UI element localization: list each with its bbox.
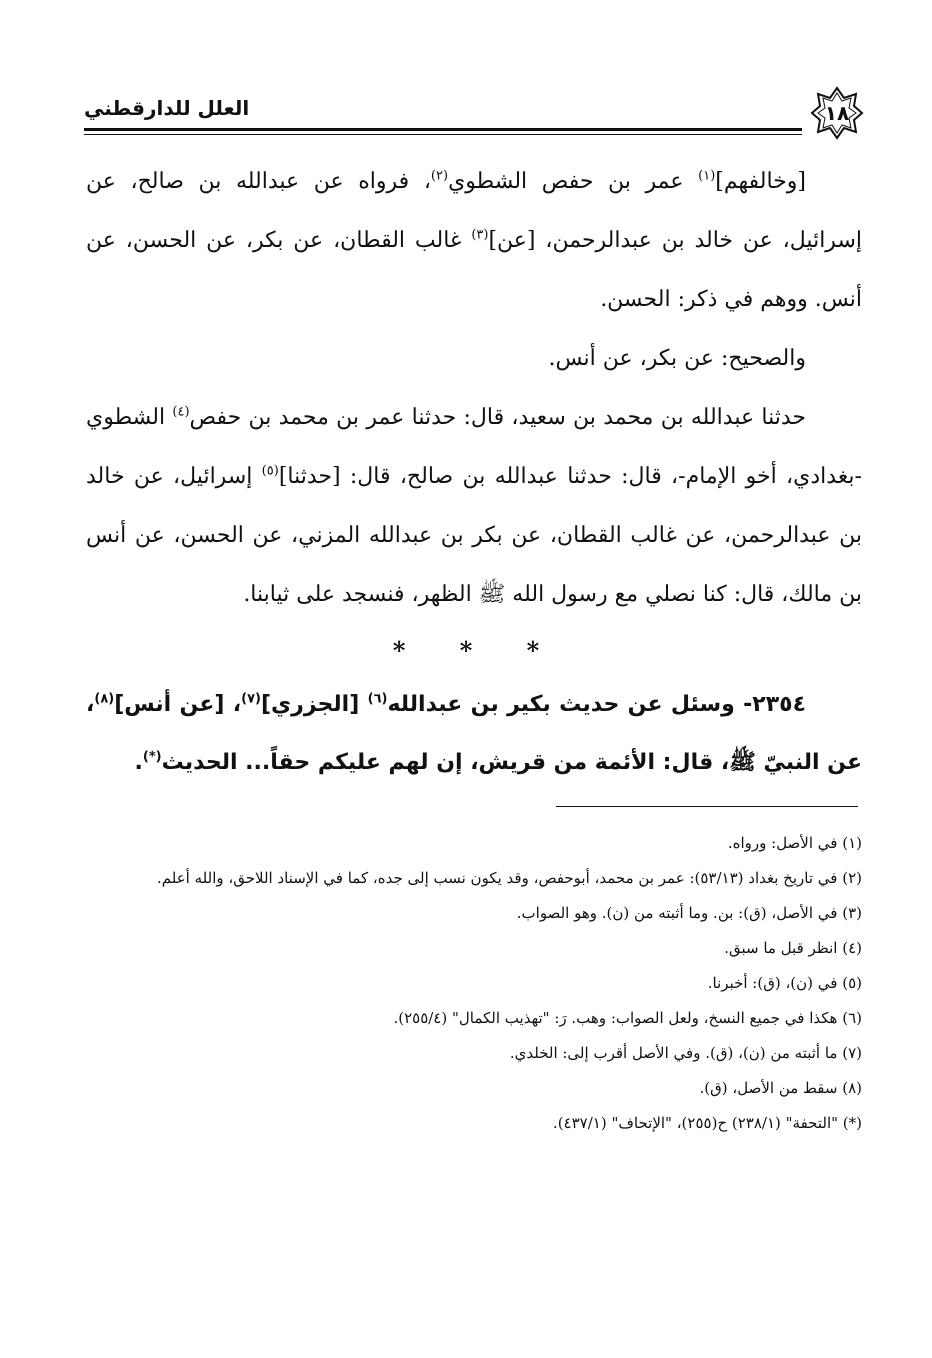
text-span: عمر بن حفص الشطوي bbox=[448, 169, 699, 194]
footnote-4: (٤) انظر قبل ما سبق. bbox=[724, 939, 862, 957]
text-span: الشطوي -بغدادي، أخو الإمام-، قال: حدثنا عبدالله بن صالح، قال: [حدثنا] bbox=[86, 405, 862, 489]
paragraph-2: والصحيح: عن بكر، عن أنس. bbox=[548, 346, 806, 371]
footnote-1: (١) في الأصل: ورواه. bbox=[727, 834, 862, 852]
paragraph-3 bbox=[86, 388, 862, 624]
footnote-ref: (٧) bbox=[241, 691, 261, 707]
footnote-5: (٥) في (ن)، (ق): أخبرنا. bbox=[707, 974, 862, 992]
footnote-ref: (١) bbox=[698, 168, 716, 184]
page-number-badge bbox=[810, 86, 864, 140]
footnote-divider bbox=[556, 806, 858, 807]
page-header bbox=[84, 86, 864, 136]
section-separator: * * * bbox=[392, 636, 540, 665]
text-span: [الجزري] bbox=[260, 692, 368, 717]
paragraph-1 bbox=[86, 152, 862, 329]
footnote-8: (٨) سقط من الأصل، (ق). bbox=[699, 1079, 862, 1097]
text-span: [وخالفهم] bbox=[715, 169, 806, 194]
running-title: العلل للدارقطني bbox=[84, 96, 250, 120]
footnotes bbox=[86, 826, 862, 1141]
footnote-ref: (٣) bbox=[471, 227, 489, 243]
main-text bbox=[86, 152, 862, 624]
text-span: ٢٣٥٤- وسئل عن حديث بكير بن عبدالله bbox=[387, 692, 806, 717]
footnote-ref: (*) bbox=[142, 749, 162, 765]
text-span: ، عن النبيّ ﷺ، قال: الأئمة من قريش، إن لهم عليكم حقاً... الحديث bbox=[86, 692, 862, 775]
page-number: ١٨ bbox=[824, 101, 850, 125]
text-span: ، فرواه عن عبدالله بن صالح، عن إسرائيل، عن خالد بن عبدالرحمن، [عن] bbox=[86, 169, 862, 253]
footnote-star: (*) "التحفة" (٢٣٨/١) ح(٢٥٥)، "الإتحاف" (٤٣٧/١). bbox=[552, 1114, 862, 1132]
footnote-2: (٢) في تاريخ بغداد (٥٣/١٣): عمر بن محمد، أبوحفص، وقد يكون نسب إلى جده، كما في الإسناد اللاحق، والله أعلم. bbox=[157, 869, 862, 887]
header-rule bbox=[84, 128, 802, 135]
text-span: إسرائيل، عن خالد بن عبدالرحمن، عن غالب القطان، عن بكر بن عبدالله المزني، عن الحسن، عن أنس بن مالك، قال: كنا نصلي مع رسول الله ﷺ الظهر، فنسجد على ثيابنا. bbox=[86, 464, 862, 607]
text-span: حدثنا عبدالله بن محمد بن سعيد، قال: حدثنا عمر بن محمد بن حفص bbox=[189, 405, 806, 430]
footnote-3: (٣) في الأصل، (ق): بن. وما أثبته من (ن). وهو الصواب. bbox=[516, 904, 862, 922]
entry-heading bbox=[86, 676, 862, 792]
footnote-ref: (٦) bbox=[367, 691, 388, 707]
text-span: غالب القطان، عن بكر، عن الحسن، عن أنس. ووهم في ذكر: الحسن. bbox=[86, 228, 862, 312]
footnote-ref: (٨) bbox=[94, 691, 115, 707]
text-span: . bbox=[134, 750, 143, 775]
text-span: ، [عن أنس] bbox=[114, 692, 242, 717]
footnote-ref: (٢) bbox=[430, 168, 449, 184]
footnote-ref: (٥) bbox=[261, 463, 279, 479]
footnote-ref: (٤) bbox=[172, 404, 190, 420]
footnote-7: (٧) ما أثبته من (ن)، (ق). وفي الأصل أقرب إلى: الخلدي. bbox=[509, 1044, 862, 1062]
footnote-6: (٦) هكذا في جميع النسخ، ولعل الصواب: وهب. رَ: "تهذيب الكمال" (٢٥٥/٤). bbox=[393, 1009, 862, 1027]
entry-paragraph bbox=[86, 676, 862, 792]
